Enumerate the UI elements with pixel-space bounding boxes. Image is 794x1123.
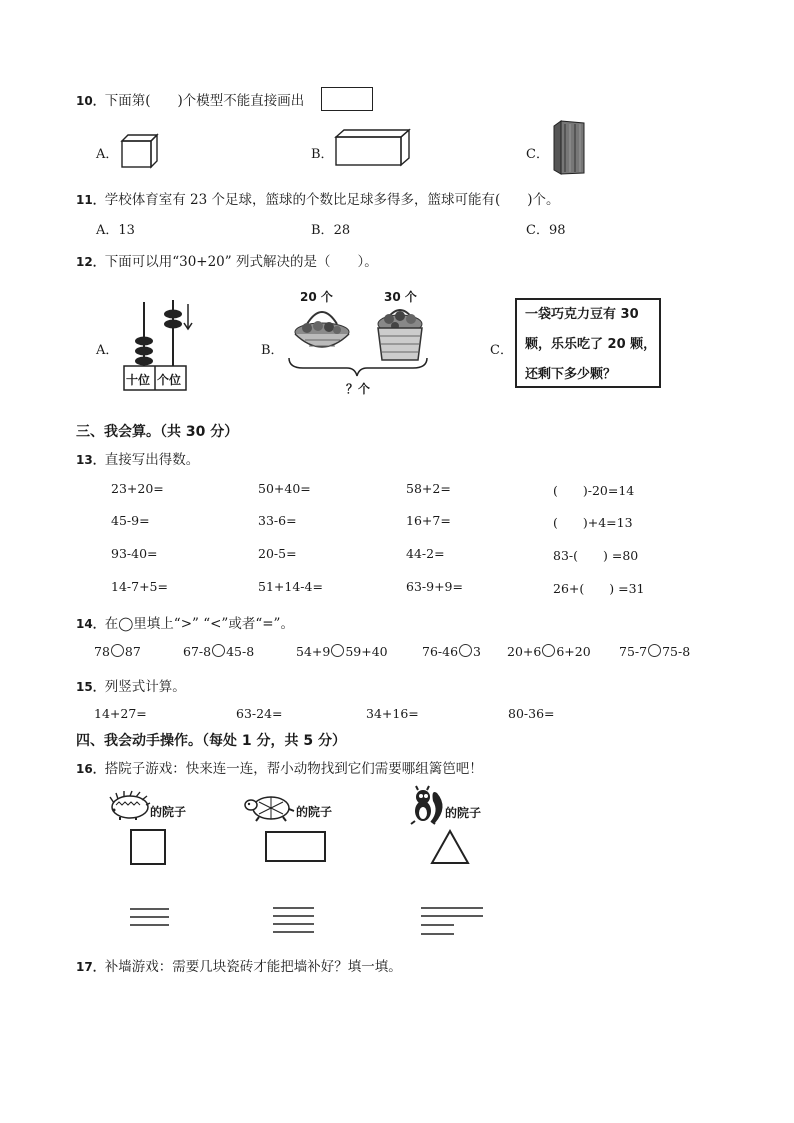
- question-12: [76, 250, 378, 270]
- compare-right: 3: [473, 644, 481, 659]
- option-c: [526, 219, 566, 238]
- question-text: 列竖式计算。: [104, 679, 186, 695]
- compare-left: 54+9: [296, 644, 331, 659]
- fence-group-mixed[interactable]: [420, 905, 486, 939]
- word-problem-line: 还剩下多少颗？: [525, 367, 617, 382]
- option-a: [96, 219, 135, 238]
- tall-prism-icon: [553, 120, 587, 176]
- option-c-label: C．: [490, 343, 513, 358]
- question-11: [76, 188, 560, 208]
- option-b: [311, 219, 350, 238]
- calc-item: 58+2=: [406, 481, 451, 496]
- square-yard[interactable]: [130, 829, 166, 865]
- compare-right: 6+20: [556, 644, 591, 659]
- calc-item: 44-2=: [406, 546, 445, 561]
- calc-item: 45-9=: [111, 513, 150, 528]
- fence-group-equal-four[interactable]: [272, 905, 316, 937]
- rectangle-figure: [321, 87, 373, 111]
- vertical-calc-item: 34+16=: [366, 706, 419, 721]
- rectangle-yard[interactable]: [265, 831, 326, 862]
- question-15: [76, 675, 186, 695]
- compare-left: 20+6: [507, 644, 542, 659]
- compare-item: [507, 644, 591, 659]
- calc-item: 14-7+5=: [111, 579, 168, 594]
- vertical-calc-item: 80-36=: [508, 706, 555, 721]
- compare-item: [619, 644, 690, 659]
- compare-item: [296, 644, 388, 659]
- calc-item: 20-5=: [258, 546, 297, 561]
- yard-label: 的院子: [296, 805, 333, 819]
- question-text: 搭院子游戏：快来连一连，帮小动物找到它们需要哪组篱笆吧！: [104, 761, 483, 777]
- question-number: 17．: [76, 960, 105, 974]
- compare-item: [422, 644, 481, 659]
- calc-item: 63-9+9=: [406, 579, 463, 594]
- option-a-label: A．: [96, 343, 119, 358]
- word-problem-line: 颗，乐乐吃了 20 颗，: [525, 337, 657, 352]
- compare-right: 87: [124, 644, 141, 659]
- option-value: 13: [118, 223, 135, 238]
- option-label: A．: [96, 223, 119, 238]
- question-number: 13．: [76, 453, 105, 467]
- basket-left-label: 20 个: [300, 290, 333, 304]
- calc-item: 93-40=: [111, 546, 158, 561]
- calc-item: 51+14-4=: [258, 579, 323, 594]
- compare-circle[interactable]: [542, 644, 555, 657]
- question-text: 在◯里填上“>” “<”或者“=”。: [104, 616, 294, 632]
- calc-item: 50+40=: [258, 481, 311, 496]
- calc-item: ( )+4=13: [553, 515, 633, 530]
- fruit-baskets-icon: [285, 302, 430, 380]
- compare-right: 45-8: [226, 644, 255, 659]
- option-a-label: A．: [96, 147, 119, 162]
- compare-left: 76-46: [422, 644, 459, 659]
- question-text: 下面第( )个模型不能直接画出: [104, 93, 305, 109]
- section-4-title: 四、我会动手操作。（每处 1 分，共 5 分）: [76, 733, 346, 749]
- option-b-label: B．: [261, 343, 284, 358]
- question-10: [76, 89, 304, 109]
- vertical-calc-item: 14+27=: [94, 706, 147, 721]
- compare-circle[interactable]: [111, 644, 124, 657]
- option-c-label: C．: [526, 147, 549, 162]
- compare-item: [183, 644, 254, 659]
- question-number: 14．: [76, 617, 105, 631]
- question-text: 补墙游戏：需要几块瓷砖才能把墙补好？填一填。: [104, 959, 402, 975]
- option-value: 28: [333, 223, 351, 238]
- yard-label: 的院子: [445, 806, 482, 820]
- calc-item: 33-6=: [258, 513, 297, 528]
- calc-item: 83-( ) =80: [553, 548, 639, 563]
- brace-label: ？个: [346, 382, 371, 396]
- question-text: 学校体育室有 23 个足球，篮球的个数比足球多得多，篮球可能有( )个。: [104, 192, 560, 208]
- compare-left: 67-8: [183, 644, 212, 659]
- question-text: 直接写出得数。: [104, 452, 200, 468]
- squirrel-icon: [409, 787, 443, 827]
- option-label: B．: [311, 223, 334, 238]
- compare-left: 75-7: [619, 644, 648, 659]
- question-number: 16．: [76, 762, 105, 776]
- question-number: 12．: [76, 255, 105, 269]
- question-number: 11．: [76, 193, 105, 207]
- triangle-yard[interactable]: [430, 829, 470, 865]
- question-number: 15．: [76, 680, 105, 694]
- compare-left: 78: [94, 644, 110, 659]
- question-16: [76, 757, 483, 777]
- word-problem-line: 一袋巧克力豆有 30: [525, 307, 639, 322]
- question-13: [76, 448, 199, 468]
- compare-item: [94, 644, 141, 659]
- fence-group-equal-short[interactable]: [129, 905, 171, 929]
- cuboid-icon: [335, 129, 411, 167]
- cube-icon: [121, 134, 159, 168]
- option-label: C．: [526, 223, 549, 238]
- calc-item: 23+20=: [111, 481, 164, 496]
- calc-item: ( )-20=14: [553, 483, 635, 498]
- turtle-icon: [245, 792, 295, 822]
- compare-circle[interactable]: [648, 644, 661, 657]
- calc-item: 26+( ) =31: [553, 581, 645, 596]
- question-17: [76, 955, 402, 975]
- option-b-label: B．: [311, 147, 334, 162]
- calc-item: 16+7=: [406, 513, 451, 528]
- basket-right-label: 30 个: [384, 290, 417, 304]
- hedgehog-icon: [106, 791, 150, 821]
- abacus-tens-label: 十位: [126, 373, 151, 387]
- compare-right: 59+40: [345, 644, 388, 659]
- question-number: 10．: [76, 94, 105, 108]
- compare-right: 75-8: [662, 644, 691, 659]
- compare-circle[interactable]: [459, 644, 472, 657]
- compare-circle[interactable]: [212, 644, 225, 657]
- vertical-calc-item: 63-24=: [236, 706, 283, 721]
- question-text: 下面可以用“30+20” 列式解决的是（ ）。: [104, 254, 378, 270]
- question-14: [76, 612, 294, 632]
- abacus-ones-label: 个位: [157, 373, 182, 387]
- word-problem-box: [515, 298, 661, 388]
- yard-label: 的院子: [150, 805, 187, 819]
- section-3-title: 三、我会算。（共 30 分）: [76, 424, 239, 440]
- compare-circle[interactable]: [331, 644, 344, 657]
- option-value: 98: [548, 223, 566, 238]
